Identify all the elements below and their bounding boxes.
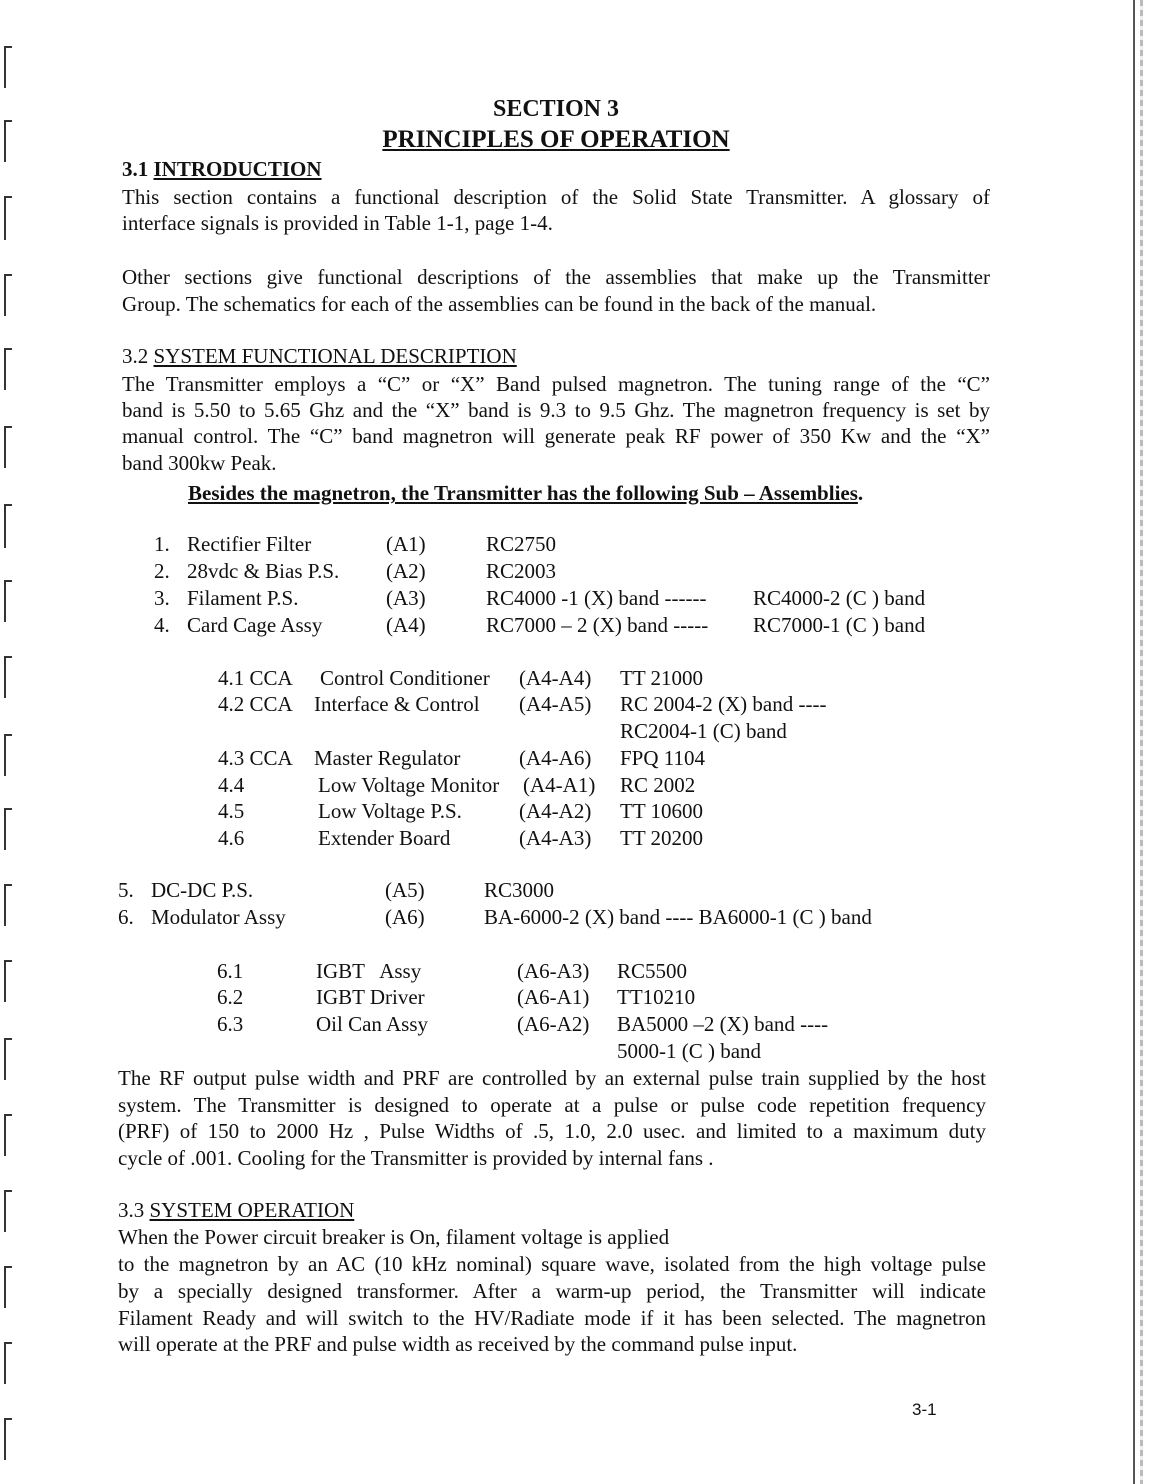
operation-line-2: to the magnetron by an AC (10 kHz nominal) square wave, isolated from the high voltage pulse	[118, 1252, 986, 1276]
item-ref: (A5)	[385, 878, 425, 902]
item-name: IGBT Assy	[316, 959, 422, 983]
rf-line-3: (PRF) of 150 to 2000 Hz , Pulse Widths of .5, 1.0, 2.0 usec. and limited to a maximum duty	[118, 1119, 986, 1143]
page-edge	[1133, 0, 1135, 1484]
item-number: 4.6	[218, 826, 245, 850]
item-name: Rectifier Filter	[187, 532, 312, 556]
item-ref: (A4-A2)	[519, 799, 592, 823]
page-title: PRINCIPLES OF OPERATION	[382, 126, 730, 153]
item-part: RC5500	[617, 959, 688, 983]
item-ref: (A6-A3)	[517, 959, 590, 983]
item-name: Card Cage Assy	[187, 613, 323, 637]
item-number: 6.	[118, 905, 134, 929]
item-number: 6.2	[217, 985, 244, 1009]
item-ref: (A4-A5)	[519, 692, 592, 716]
item-name: Modulator Assy	[151, 905, 286, 929]
item-part: RC4000 -1 (X) band ------	[486, 586, 707, 610]
item-ref: (A4)	[386, 613, 426, 637]
item-name: Oil Can Assy	[316, 1012, 429, 1036]
subassemblies-heading-text: Besides the magnetron, the Transmitter has the following Sub – Assemblies	[188, 481, 858, 505]
item-number: 4.5	[218, 799, 245, 823]
item-ref: (A4-A1)	[523, 773, 596, 797]
item-name: Interface & Control	[314, 692, 480, 716]
intro-number: 3.1	[122, 157, 154, 181]
item-part: RC2004-1 (C) band	[620, 719, 787, 743]
intro-line-3: Other sections give functional descriptions of the assemblies that make up the Transmitter	[122, 265, 990, 289]
operation-heading	[118, 1197, 354, 1224]
functional-line-1: The Transmitter employs a “C” or “X” Band pulsed magnetron. The tuning range of the “C”	[122, 372, 990, 396]
rf-line-4: cycle of .001. Cooling for the Transmitter is provided by internal fans .	[118, 1146, 714, 1170]
functional-line-3: manual control. The “C” band magnetron will generate peak RF power of 350 Kw and the “X”	[122, 424, 990, 448]
item-part: TT10210	[617, 985, 696, 1009]
functional-heading	[122, 343, 517, 370]
item-part: BA-6000-2 (X) band ---- BA6000-1 (C ) band	[484, 905, 872, 929]
item-ref: (A2)	[386, 559, 426, 583]
item-number: 4.2 CCA	[218, 692, 293, 716]
item-number: 6.3	[217, 1012, 244, 1036]
item-name: Master Regulator	[314, 746, 461, 770]
intro-heading-text: INTRODUCTION	[153, 157, 322, 181]
item-number: 4.1 CCA	[218, 666, 293, 690]
item-number: 2.	[154, 559, 170, 583]
intro-line-2: interface signals is provided in Table 1-1, page 1-4.	[122, 211, 553, 235]
item-part: RC2003	[486, 559, 557, 583]
item-ref: (A4-A4)	[519, 666, 592, 690]
intro-line-1: This section contains a functional description of the Solid State Transmitter. A glossary of	[122, 185, 990, 209]
item-number: 4.3 CCA	[218, 746, 293, 770]
item-name: IGBT Driver	[316, 985, 425, 1009]
item-number: 5.	[118, 878, 134, 902]
rf-line-2: system. The Transmitter is designed to operate at a pulse or pulse code repetition frequency	[118, 1093, 986, 1117]
item-number: 4.4	[218, 773, 245, 797]
item-part: TT 20200	[620, 826, 704, 850]
item-number: 4.	[154, 613, 170, 637]
item-ref: (A4-A3)	[519, 826, 592, 850]
page-number: 3-1	[912, 1400, 937, 1419]
operation-line-1: When the Power circuit breaker is On, filament voltage is applied	[118, 1225, 670, 1249]
item-name: Low Voltage P.S.	[318, 799, 462, 823]
operation-line-5: will operate at the PRF and pulse width as received by the command pulse input.	[118, 1332, 798, 1356]
item-name: Filament P.S.	[187, 586, 299, 610]
item-name: DC-DC P.S.	[151, 878, 254, 902]
item-ref: (A6)	[385, 905, 425, 929]
item-number: 1.	[154, 532, 170, 556]
functional-heading-text: SYSTEM FUNCTIONAL DESCRIPTION	[153, 344, 517, 368]
operation-line-4: Filament Ready and will switch to the HV/Radiate mode if it has been selected. The magnetron	[118, 1306, 986, 1330]
item-ref: (A4-A6)	[519, 746, 592, 770]
functional-line-4: band 300kw Peak.	[122, 451, 277, 475]
item-name: Extender Board	[318, 826, 451, 850]
subassemblies-heading-period: .	[857, 481, 864, 505]
item-part: TT 21000	[620, 666, 704, 690]
operation-number: 3.3	[118, 1198, 150, 1222]
item-part: RC 2004-2 (X) band ----	[620, 692, 827, 716]
section-number: SECTION 3	[492, 96, 620, 122]
item-alt: RC4000-2 (C ) band	[753, 586, 926, 610]
item-part: RC7000 – 2 (X) band -----	[486, 613, 709, 637]
item-part: 5000-1 (C ) band	[617, 1039, 762, 1063]
item-name: Control Conditioner	[320, 666, 490, 690]
item-part: RC2750	[486, 532, 557, 556]
item-part: BA5000 –2 (X) band ----	[617, 1012, 829, 1036]
functional-number: 3.2	[122, 344, 154, 368]
item-ref: (A1)	[386, 532, 426, 556]
item-alt: RC7000-1 (C ) band	[753, 613, 926, 637]
page-edge-shadow	[1140, 0, 1143, 1484]
item-ref: (A6-A1)	[517, 985, 590, 1009]
intro-heading	[122, 156, 322, 183]
operation-heading-text: SYSTEM OPERATION	[149, 1198, 355, 1222]
item-number: 3.	[154, 586, 170, 610]
item-part: FPQ 1104	[620, 746, 705, 770]
rf-line-1: The RF output pulse width and PRF are controlled by an external pulse train supplied by the host	[118, 1066, 986, 1090]
item-ref: (A3)	[386, 586, 426, 610]
item-name: 28vdc & Bias P.S.	[187, 559, 340, 583]
item-part: RC 2002	[620, 773, 696, 797]
item-name: Low Voltage Monitor	[318, 773, 500, 797]
intro-line-4: Group. The schematics for each of the assemblies can be found in the back of the manual.	[122, 292, 877, 316]
item-part: RC3000	[484, 878, 555, 902]
operation-line-3: by a specially designed transformer. After a warm-up period, the Transmitter will indicate	[118, 1279, 986, 1303]
functional-line-2: band is 5.50 to 5.65 Ghz and the “X” band is 9.3 to 9.5 Ghz. The magnetron frequency is set by	[122, 398, 990, 422]
item-part: TT 10600	[620, 799, 704, 823]
item-number: 6.1	[217, 959, 244, 983]
subassemblies-heading	[188, 480, 863, 507]
item-ref: (A6-A2)	[517, 1012, 590, 1036]
